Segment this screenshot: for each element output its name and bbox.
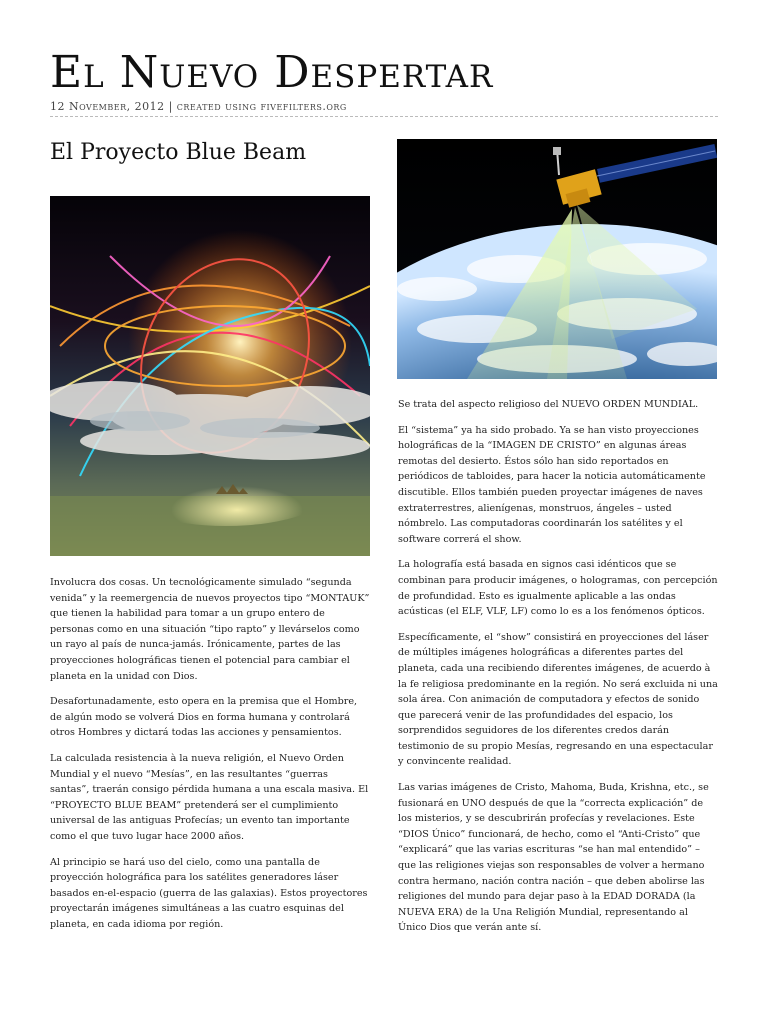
paragraph: La calculada resistencia à la nueva religión, el Nuevo Orden Mundial y el nuevo “Mesías”, en las resultantes “guerras santas”, traerán consigo pérdida humana a una escala masiva. El “PROYECTO BLUE BEAM” pretenderá ser el cumplimiento universal de las antiguas Profecías; un evento tan importante como el que tuvo lugar hace 2000 años.	[50, 752, 369, 842]
publication-title: El Nuevo Despertar	[50, 47, 494, 98]
paragraph: Se trata del aspecto religioso del NUEVO ORDEN MUNDIAL.	[398, 399, 699, 410]
paragraph: Desafortunadamente, esto opera en la premisa que el Hombre, de algún modo se volverá Dios en forma humana y controlará otros Hombres y dictará todas las acciones y pensamientos.	[50, 696, 358, 739]
article-column-right	[398, 397, 718, 946]
paragraph: Involucra dos cosas. Un tecnológicamente simulado “segunda venida” y la reemergencia de nuevos proyectos tipo “MONTAUK” que tienen la habilidad para tomar a un grupo entero de personas como en una situación “tipo rapto” y llevárselos como un rayo al país de nunca-jamás. Irónicamente, partes de las proyecciones holográficas tienen el potencial para cambiar el planeta en la unidad con Dios.	[50, 577, 370, 682]
paragraph: Las varias imágenes de Cristo, Mahoma, Buda, Krishna, etc., se fusionará en UNO después de que la “correcta explicación” de los misterios, y se descubrirán profecías y revelaciones. Este “DIOS Único” funcionará, de hecho, como el “Anti-Cristo” que “explicará” que las varias escrituras “se han mal entendido” – que las religiones viejas son responsables de volver a hermano contra hermano, nación contra nación – que deben abolirse las religiones del mundo para dejar paso à la EDAD DORADA (la NUEVA ERA) de la Una Religión Mundial, representando al Único Dios que verán ante sí.	[398, 782, 709, 934]
dateline: 12 November, 2012 | created using fivefilters.org	[50, 100, 347, 113]
paragraph: Específicamente, el “show” consistirá en proyecciones del láser de múltiples imágenes holográficas a diferentes partes del planeta, cada una recibiendo diferentes imágenes, de acuerdo à la fe religiosa predominante en la región. No será excluida ni una sola área. Con animación de computadora y efectos de sonido que parecerá venir de las profundidades del espacio, los sorprendidos seguidores de los diferentes credos darán testimonio de su propio Mesías, regresando en una espectacular y convincente realidad.	[398, 631, 718, 768]
article-column-left	[50, 575, 370, 942]
holographic-sky-image	[50, 196, 370, 556]
paragraph: La holografía está basada en signos casi idénticos que se combinan para producir imágenes, o hologramas, con percepción de profundidad. Esto es igualmente aplicable a las ondas acústicas (el ELF, VLF, LF) como lo es a los fenómenos ópticos.	[398, 559, 718, 618]
header-divider	[50, 116, 718, 117]
paragraph: Al principio se hará uso del cielo, como una pantalla de proyección holográfica para los satélites generadores láser basados en-el-espacio (guerra de las galaxias). Estos proyectores proyectarán imágenes simultáneas a las cuatro esquinas del planeta, en cada idioma por región.	[50, 856, 368, 930]
paragraph: El “sistema” ya ha sido probado. Ya se han visto proyecciones holográficas de la “IMAGEN DE CRISTO” en algunas áreas remotas del desierto. Éstos sólo han sido reportados en periódicos de tabloides, para hacer la noticia automáticamente discutible. Ellos también pueden proyectar imágenes de naves extraterrestres, alienígenas, monstruos, ángeles – usted nómbrelo. Las computadoras coordinarán los satélites y el software correrá el show.	[398, 424, 706, 545]
satellite-earth-image	[397, 139, 717, 379]
masthead	[50, 44, 720, 113]
article-title: El Proyecto Blue Beam	[50, 140, 307, 165]
